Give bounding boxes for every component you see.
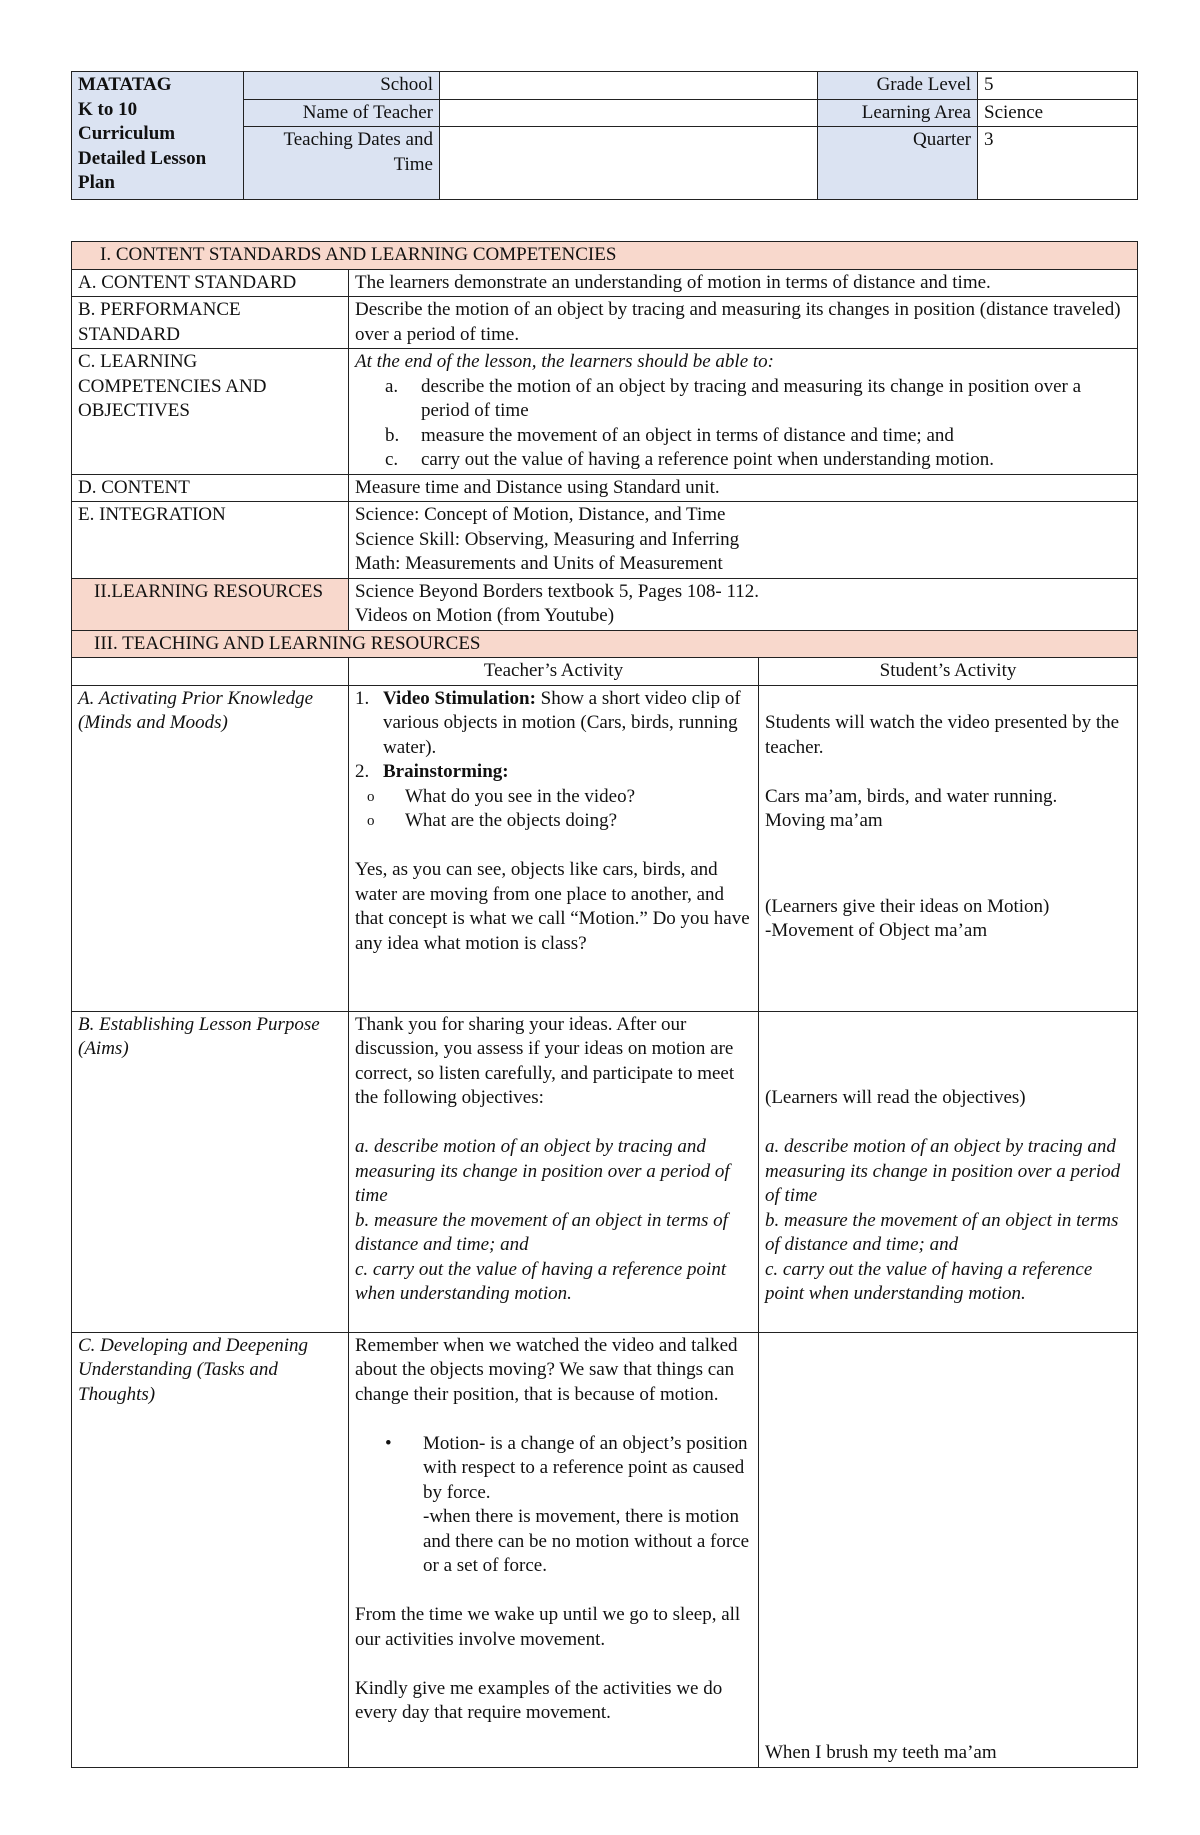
objective-text: carry out the value of having a reference point when understanding motion. bbox=[421, 449, 994, 470]
student-response: Cars ma’am, birds, and water running. bbox=[765, 785, 1058, 807]
integration-line: Science Skill: Observing, Measuring and Inferring bbox=[355, 528, 740, 550]
performance-standard-text: Describe the motion of an object by tracing and measuring its changes in position (distance traveled) over a period of time. bbox=[349, 297, 1138, 349]
teacher-paragraph: From the time we wake up until we go to sleep, all our activities involve movement. bbox=[355, 1604, 741, 1650]
item-number: 1. bbox=[355, 687, 370, 709]
grade-level-field[interactable]: 5 bbox=[978, 72, 1138, 100]
school-field[interactable] bbox=[440, 72, 818, 100]
question-text: What do you see in the video? bbox=[405, 785, 636, 807]
objective-text: describe the motion of an object by tracing and measuring its change in position over a period of time bbox=[421, 375, 1082, 421]
brainstorming-heading: Brainstorming: bbox=[383, 761, 509, 782]
title-line: Plan bbox=[78, 172, 115, 193]
objective-marker: a. bbox=[385, 375, 399, 397]
integration-line: Math: Measurements and Units of Measurement bbox=[355, 553, 723, 574]
part-c-teacher bbox=[349, 1332, 759, 1767]
teacher-paragraph: Kindly give me examples of the activities we do every day that require movement. bbox=[355, 1677, 723, 1723]
title-line: MATATAG bbox=[78, 74, 172, 95]
student-response: When I brush my teeth ma’am bbox=[765, 1742, 997, 1763]
student-objective: a. describe motion of an object by tracing and measuring its change in position over a period of time bbox=[765, 1136, 1121, 1206]
part-c-student bbox=[759, 1332, 1138, 1767]
student-response: (Learners will read the objectives) bbox=[765, 1087, 1026, 1108]
performance-standard-label: B. PERFORMANCE STANDARD bbox=[72, 297, 349, 349]
definition-text: Motion- is a change of an object’s position with respect to a reference point as caused by force. bbox=[423, 1432, 748, 1503]
grade-level-label: Grade Level bbox=[818, 72, 978, 100]
content-text: Measure time and Distance using Standard unit. bbox=[349, 474, 1138, 502]
teacher-paragraph: Remember when we watched the video and talked about the objects moving? We saw that things can change their position, that is because of motion. bbox=[355, 1334, 738, 1405]
competencies-cell bbox=[349, 349, 1138, 475]
question-item bbox=[355, 785, 752, 810]
bullet-icon: • bbox=[385, 1432, 392, 1454]
content-standard-text: The learners demonstrate an understanding of motion in terms of distance and time. bbox=[349, 269, 1138, 297]
integration-cell bbox=[349, 502, 1138, 579]
teacher-objective: b. measure the movement of an object in terms of distance and time; and bbox=[355, 1209, 728, 1255]
objective-item bbox=[355, 424, 1131, 449]
question-text: What are the objects doing? bbox=[405, 810, 618, 831]
teacher-objective: c. carry out the value of having a reference point when understanding motion. bbox=[355, 1258, 727, 1304]
integration-label: E. INTEGRATION bbox=[72, 502, 349, 579]
item-number: 2. bbox=[355, 761, 370, 782]
teacher-activity-header: Teacher’s Activity bbox=[349, 658, 759, 686]
student-response: (Learners give their ideas on Motion) bbox=[765, 895, 1050, 917]
item-text bbox=[383, 687, 752, 761]
teaching-dates-field[interactable] bbox=[440, 127, 818, 200]
content-label: D. CONTENT bbox=[72, 474, 349, 502]
teaching-dates-label: Teaching Dates and Time bbox=[244, 127, 440, 200]
learning-area-field[interactable]: Science bbox=[978, 99, 1138, 127]
part-a-teacher bbox=[349, 685, 759, 1011]
video-stimulation-heading: Video Stimulation: bbox=[383, 687, 536, 709]
learning-resources-cell bbox=[349, 578, 1138, 630]
part-c-label: C. Developing and Deepening Understanding (Tasks and Thoughts) bbox=[72, 1332, 349, 1767]
student-objective: c. carry out the value of having a reference point when understanding motion. bbox=[765, 1258, 1093, 1304]
blank-header-cell bbox=[72, 658, 349, 686]
content-standard-label: A. CONTENT STANDARD bbox=[72, 269, 349, 297]
student-response: -Movement of Object ma’am bbox=[765, 920, 988, 941]
title-line: Curriculum bbox=[78, 123, 176, 144]
part-b-student bbox=[759, 1011, 1138, 1332]
numbered-item bbox=[355, 687, 752, 761]
circle-bullet-icon: o bbox=[367, 788, 375, 805]
teacher-name-label: Name of Teacher bbox=[244, 99, 440, 127]
objective-item bbox=[355, 375, 1131, 424]
definition-content bbox=[423, 1432, 752, 1579]
part-a-student bbox=[759, 685, 1138, 1011]
quarter-label: Quarter bbox=[818, 127, 978, 200]
lesson-plan-body bbox=[71, 241, 1138, 1768]
definition-item bbox=[355, 1432, 752, 1579]
lesson-plan-header bbox=[71, 71, 1138, 200]
title-line: K to 10 bbox=[78, 98, 138, 120]
integration-line: Science: Concept of Motion, Distance, and Time bbox=[355, 504, 726, 525]
objective-marker: c. bbox=[385, 449, 399, 470]
resource-line: Science Beyond Borders textbook 5, Pages 108- 112. bbox=[355, 580, 760, 602]
part-b-teacher bbox=[349, 1011, 759, 1332]
learning-resources-label: II.LEARNING RESOURCES bbox=[72, 578, 349, 630]
definition-note: -when there is movement, there is motion and there can be no motion without a force or a set of force. bbox=[423, 1506, 750, 1576]
numbered-item bbox=[355, 760, 752, 785]
quarter-field[interactable]: 3 bbox=[978, 127, 1138, 200]
part-b-label: B. Establishing Lesson Purpose (Aims) bbox=[72, 1011, 349, 1332]
resource-line: Videos on Motion (from Youtube) bbox=[355, 605, 615, 626]
learning-area-label: Learning Area bbox=[818, 99, 978, 127]
circle-bullet-icon: o bbox=[367, 813, 375, 829]
objective-item bbox=[355, 448, 1131, 473]
teacher-name-field[interactable] bbox=[440, 99, 818, 127]
teacher-objective: a. describe motion of an object by tracing and measuring its change in position over a period of time bbox=[355, 1136, 730, 1206]
student-response: Students will watch the video presented by the teacher. bbox=[765, 712, 1120, 758]
school-label: School bbox=[244, 72, 440, 100]
student-activity-header: Student’s Activity bbox=[759, 658, 1138, 686]
student-response: Moving ma’am bbox=[765, 810, 883, 831]
competencies-intro: At the end of the lesson, the learners should be able to: bbox=[355, 351, 774, 372]
student-objective: b. measure the movement of an object in terms of distance and time; and bbox=[765, 1209, 1119, 1255]
competencies-label: C. LEARNING COMPETENCIES AND OBJECTIVES bbox=[72, 349, 349, 475]
objective-text: measure the movement of an object in terms of distance and time; and bbox=[421, 424, 954, 446]
objective-marker: b. bbox=[385, 424, 400, 446]
part-a-label: A. Activating Prior Knowledge (Minds and Moods) bbox=[72, 685, 349, 1011]
section-heading-teaching: III. TEACHING AND LEARNING RESOURCES bbox=[72, 630, 1138, 658]
question-item bbox=[355, 809, 752, 834]
teacher-intro-text: Thank you for sharing your ideas. After our discussion, you assess if your ideas on motion are correct, so listen carefully, and participate to meet the following objectives: bbox=[355, 1013, 735, 1108]
video-stimulation-text: Show a short video clip of various objects in motion (Cars, birds, running water). bbox=[383, 687, 741, 758]
teacher-closing-text: Yes, as you can see, objects like cars, birds, and water are moving from one place to another, and that concept is what we call “Motion.” Do you have any idea what motion is class? bbox=[355, 859, 750, 954]
section-heading-content-standards: I. CONTENT STANDARDS AND LEARNING COMPETENCIES bbox=[72, 242, 1138, 270]
document-title bbox=[72, 72, 244, 200]
title-line: Detailed Lesson bbox=[78, 147, 207, 169]
